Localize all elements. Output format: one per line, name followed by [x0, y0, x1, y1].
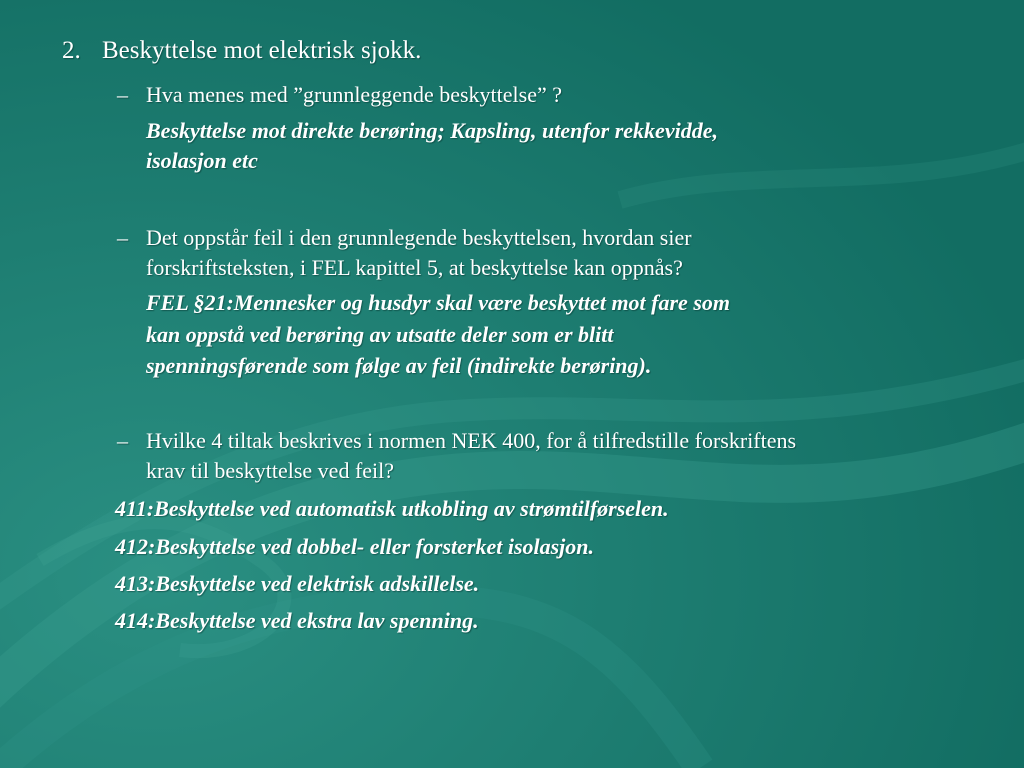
- question-2-line-1: Det oppstår feil i den grunnlegende beskyttelsen, hvordan sier: [146, 225, 692, 250]
- answer-1-line-1: Beskyttelse mot direkte berøring; Kapsling, utenfor rekkevidde,: [146, 118, 718, 143]
- measure-411: 411:Beskyttelse ved automatisk utkobling av strømtilførselen.: [115, 496, 669, 521]
- slide-title: Beskyttelse mot elektrisk sjokk.: [102, 37, 422, 64]
- dash-bullet: –: [117, 225, 128, 250]
- question-2-line-2: forskriftsteksten, i FEL kapittel 5, at beskyttelse kan oppnås?: [146, 255, 683, 280]
- dash-bullet: –: [117, 428, 128, 453]
- answer-2-line-3: spenningsførende som følge av feil (indirekte berøring).: [146, 353, 652, 378]
- answer-2-line-2: kan oppstå ved berøring av utsatte deler som er blitt: [146, 322, 614, 347]
- measure-414: 414:Beskyttelse ved ekstra lav spenning.: [115, 608, 479, 633]
- answer-1-line-2: isolasjon etc: [146, 148, 258, 173]
- question-3-line-2: krav til beskyttelse ved feil?: [146, 458, 395, 483]
- title-number: 2.: [62, 37, 81, 64]
- measure-413: 413:Beskyttelse ved elektrisk adskillelse.: [115, 571, 480, 596]
- measure-412: 412:Beskyttelse ved dobbel- eller forsterket isolasjon.: [115, 534, 595, 559]
- answer-2-line-1: FEL §21:Mennesker og husdyr skal være beskyttet mot fare som: [146, 290, 730, 315]
- question-1: Hva menes med ”grunnleggende beskyttelse” ?: [146, 82, 563, 107]
- question-3-line-1: Hvilke 4 tiltak beskrives i normen NEK 400, for å tilfredstille forskriftens: [146, 428, 797, 453]
- dash-bullet: –: [117, 82, 128, 107]
